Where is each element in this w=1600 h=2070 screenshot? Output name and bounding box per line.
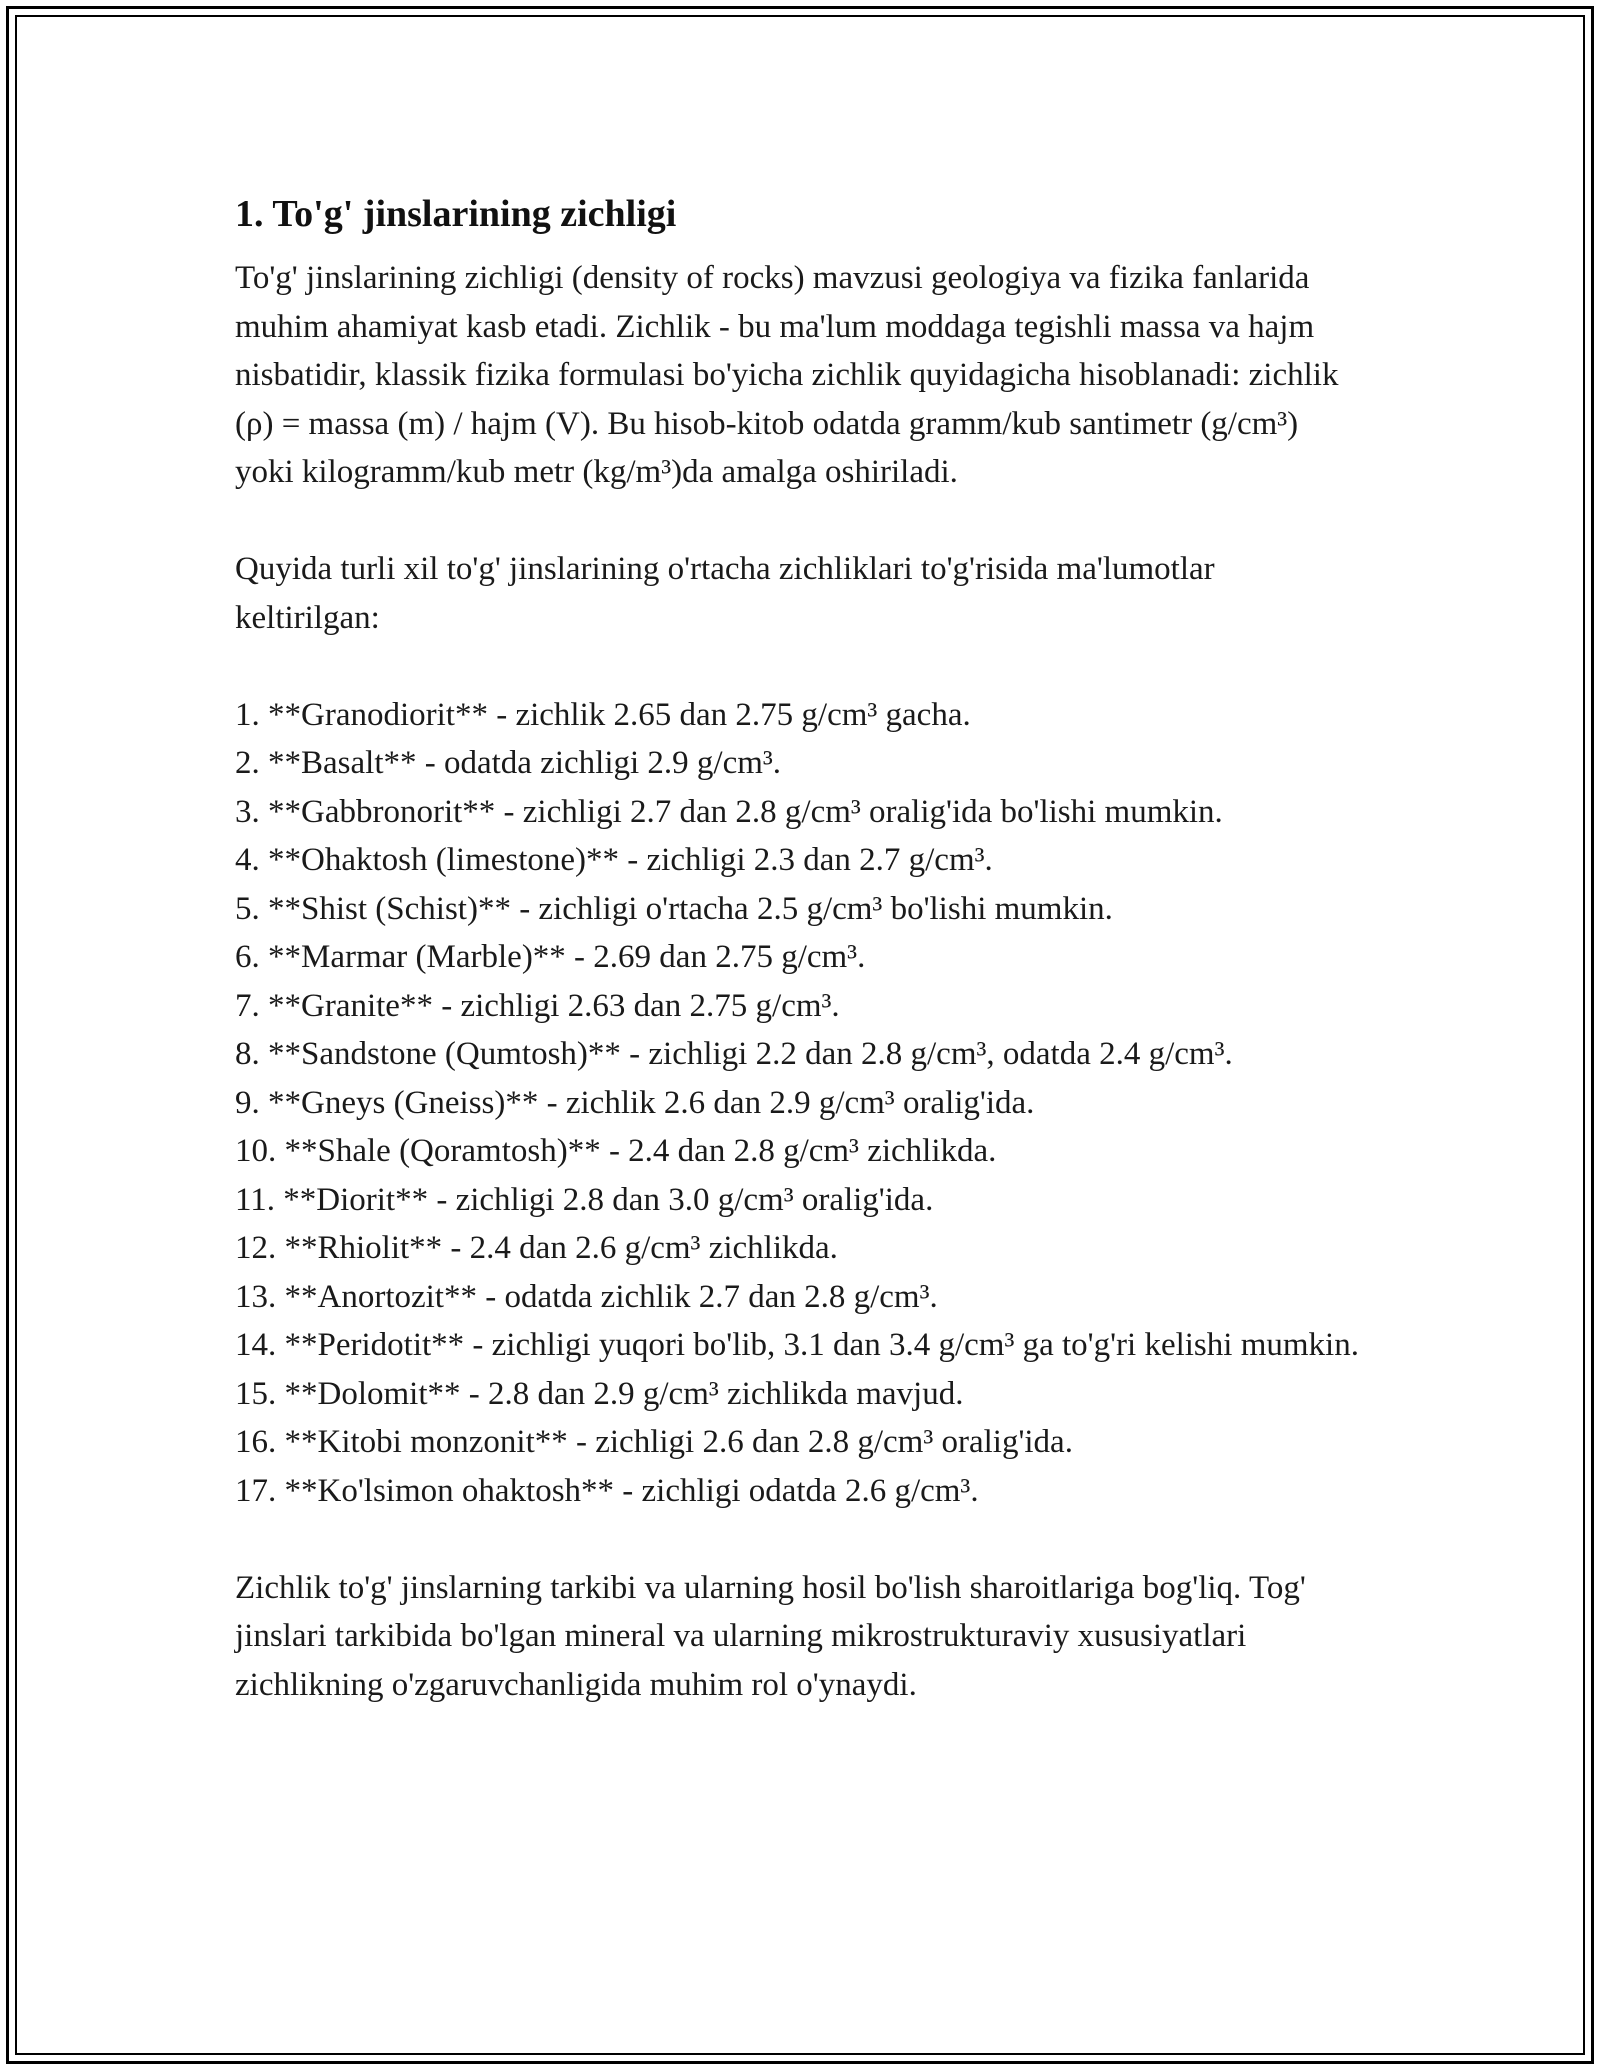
list-item: 6. **Marmar (Marble)** - 2.69 dan 2.75 g/cm³. xyxy=(235,939,866,975)
list-item: 14. **Peridotit** - zichligi yuqori bo'lib, 3.1 dan 3.4 g/cm³ ga to'g'ri kelishi mumkin. xyxy=(235,1327,1359,1363)
list-item: 16. **Kitobi monzonit** - zichligi 2.6 dan 2.8 g/cm³ oralig'ida. xyxy=(235,1424,1073,1460)
list-intro-paragraph: Quyida turli xil to'g' jinslarining o'rtacha zichliklari to'g'risida ma'lumotlar keltirilgan: xyxy=(235,551,1215,636)
list-item: 7. **Granite** - zichligi 2.63 dan 2.75 g/cm³. xyxy=(235,987,840,1024)
list-item: 10. **Shale (Qoramtosh)** - 2.4 dan 2.8 g/cm³ zichlikda. xyxy=(235,1133,997,1169)
list-item: 9. **Gneys (Gneiss)** - zichlik 2.6 dan 2.9 g/cm³ oralig'ida. xyxy=(235,1084,1035,1121)
intro-paragraph: To'g' jinslarining zichligi (density of rocks) mavzusi geologiya va fizika fanlarida muhim ahamiyat kasb etadi. Zichlik - bu ma'lum moddaga tegishli massa va hajm nisbatidir, klassik fizika formulasi bo'yicha zichlik quyidagicha hisoblanadi: zichlik (ρ) = massa (m) / hajm (V). Bu hisob-kitob odatda gramm/kub santimetr (g/cm³) yoki kilogramm/kub metr (kg/m³)da amalga oshiriladi. xyxy=(235,260,1339,490)
rock-density-list xyxy=(235,691,1365,1516)
document-title: 1. To'g' jinslarining zichligi xyxy=(235,193,677,235)
paragraph-spacer xyxy=(235,642,1365,691)
conclusion-paragraph: Zichlik to'g' jinslarning tarkibi va ularning hosil bo'lish sharoitlariga bog'liq. Tog' jinslari tarkibida bo'lgan mineral va ularning mikrostrukturaviy xususiyatlari zichlikning o'zgaruvchanligida muhim rol o'ynaydi. xyxy=(235,1569,1306,1703)
list-item: 8. **Sandstone (Qumtosh)** - zichligi 2.2 dan 2.8 g/cm³, odatda 2.4 g/cm³. xyxy=(235,1036,1233,1072)
list-item: 13. **Anortozit** - odatda zichlik 2.7 dan 2.8 g/cm³. xyxy=(235,1278,938,1315)
list-item: 17. **Ko'lsimon ohaktosh** - zichligi odatda 2.6 g/cm³. xyxy=(235,1472,979,1509)
list-item: 3. **Gabbronorit** - zichligi 2.7 dan 2.8 g/cm³ oralig'ida bo'lishi mumkin. xyxy=(235,793,1223,830)
paragraph-spacer xyxy=(235,497,1365,546)
list-item: 11. **Diorit** - zichligi 2.8 dan 3.0 g/cm³ oralig'ida. xyxy=(235,1181,934,1218)
list-item: 15. **Dolomit** - 2.8 dan 2.9 g/cm³ zichlikda mavjud. xyxy=(235,1375,964,1412)
list-item: 5. **Shist (Schist)** - zichligi o'rtacha 2.5 g/cm³ bo'lishi mumkin. xyxy=(235,890,1113,927)
list-item: 12. **Rhiolit** - 2.4 dan 2.6 g/cm³ zichlikda. xyxy=(235,1230,838,1266)
document-body xyxy=(235,188,1365,1709)
list-item: 2. **Basalt** - odatda zichligi 2.9 g/cm³. xyxy=(235,745,782,781)
list-item: 4. **Ohaktosh (limestone)** - zichligi 2.3 dan 2.7 g/cm³. xyxy=(235,842,993,878)
paragraph-spacer xyxy=(235,1515,1365,1564)
list-item: 1. **Granodiorit** - zichlik 2.65 dan 2.75 g/cm³ gacha. xyxy=(235,696,971,733)
